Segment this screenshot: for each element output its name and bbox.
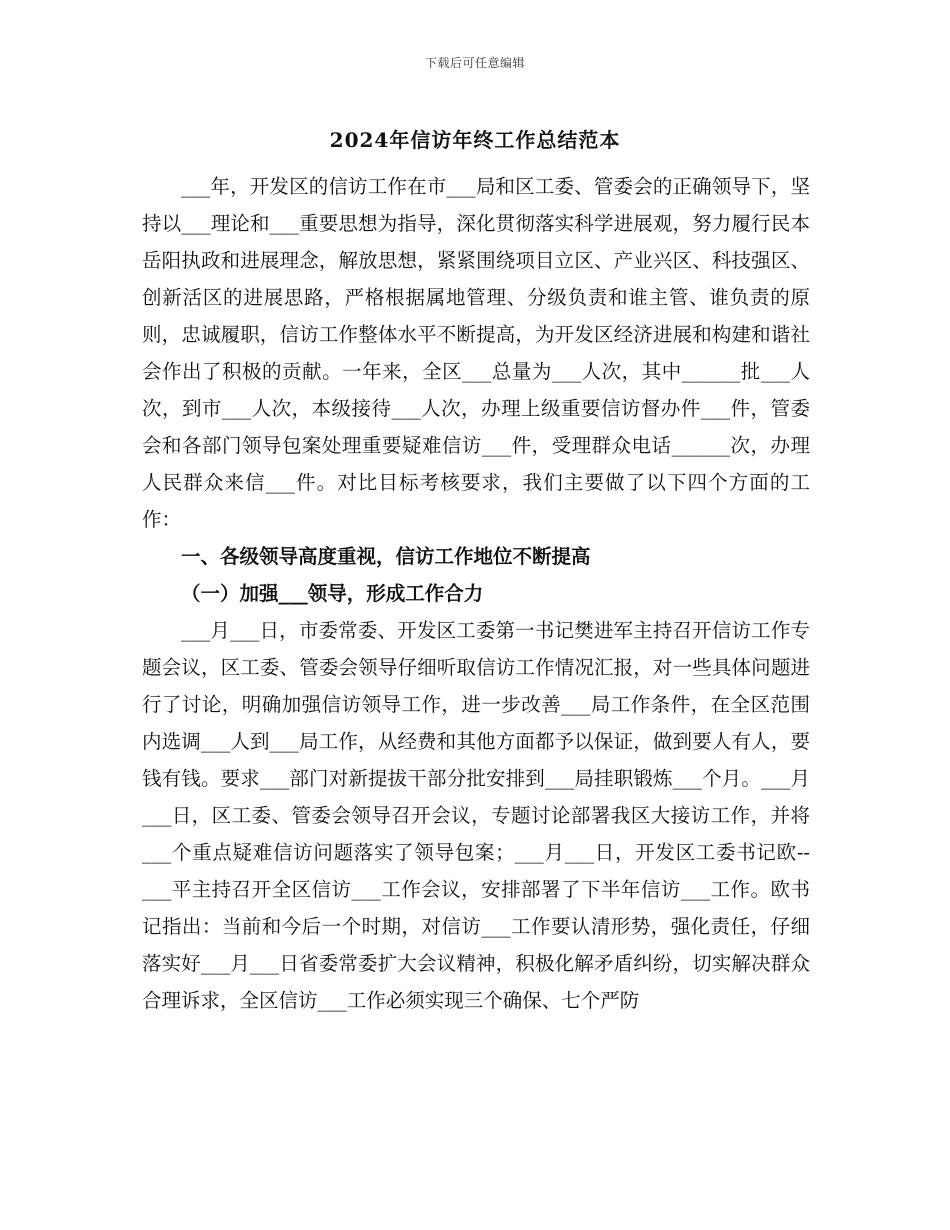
header-note: 下载后可任意编辑: [424, 56, 525, 70]
subsection-paragraph-1: ___月___日，市委常委、开发区工委第一书记樊进军主持召开信访工作专题会议，区工委、管委会领导仔细听取信访工作情况汇报，对一些具体问题进行了讨论，明确加强信访领导工作，进一步改善___局工作条件，在全区范围内选调___人到___局工作，从经费和其他方面都予以保证，做到要人有人，要钱有钱。要求___部门对新提拔干部分批安排到___局挂职锻炼___个月。___月___日，区工委、管委会领导召开会议，专题讨论部署我区大接访工作，并将___个重点疑难信访问题落实了领导包案；___月___日，开发区工委书记欧--___平主持召开全区信访___工作会议，安排部署了下半年信访___工作。欧书记指出：当前和今后一个时期，对信访___工作要认清形势，强化责任，仔细落实好___月___日省委常委扩大会议精神，积极化解矛盾纠纷，切实解决群众合理诉求，全区信访___工作必须实现三个确保、七个严防: [142, 619, 810, 1012]
document-title: 2024年信访年终工作总结范本: [329, 128, 621, 152]
section-heading-1: 一、各级领导高度重视，信访工作地位不断提高: [181, 545, 591, 568]
document-body: [142, 168, 810, 1019]
subsection-heading-1: （一）加强___领导，形成工作合力: [181, 582, 484, 605]
intro-paragraph: ___年，开发区的信访工作在市___局和区工委、管委会的正确领导下，坚持以___理论和___重要思想为指导，深化贯彻落实科学进展观，努力履行民本岳阳执政和进展理念，解放思想，紧紧围绕项目立区、产业兴区、科技强区、创新活区的进展思路，严格根据属地管理、分级负责和谁主管、谁负责的原则，忠诚履职，信访工作整体水平不断提高，为开发区经济进展和构建和谐社会作出了积极的贡献。一年来，全区___总量为___人次，其中______批___人次，到市___人次，本级接待___人次，办理上级重要信访督办件___件，管委会和各部门领导包案处理重要疑难信访___件，受理群众电话______次，办理人民群众来信___件。对比目标考核要求，我们主要做了以下四个方面的工作：: [142, 175, 810, 531]
